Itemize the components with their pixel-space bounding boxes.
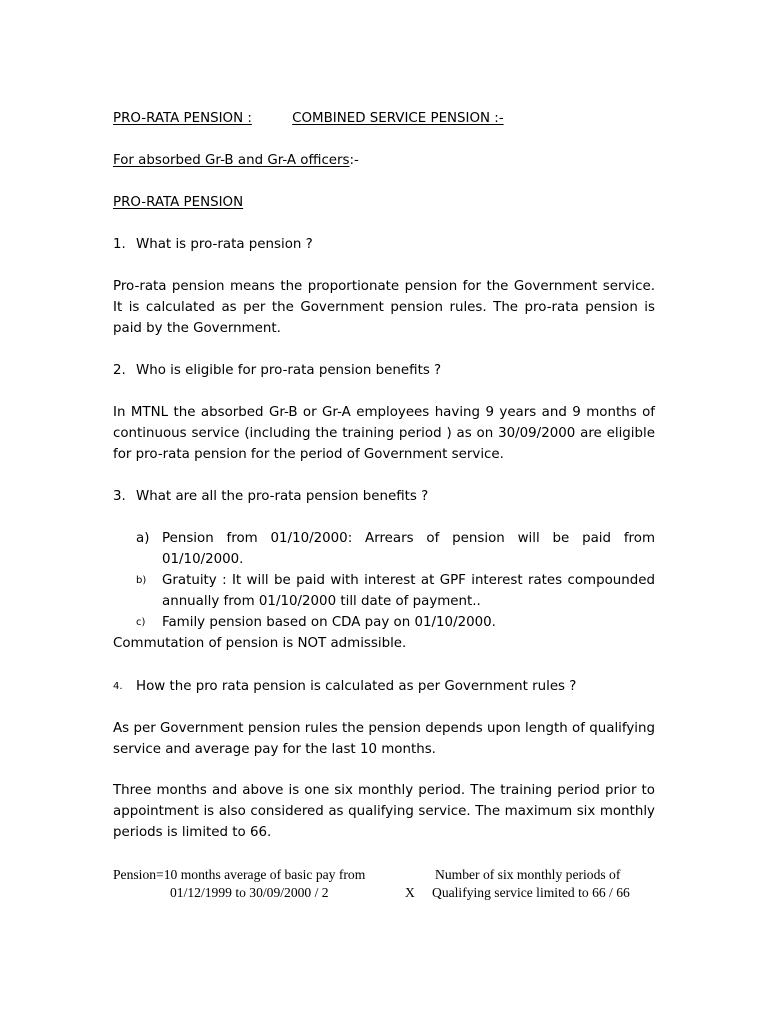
header-combined-service: COMBINED SERVICE PENSION :- xyxy=(292,111,504,126)
paragraph-4: As per Government pension rules the pension depends upon length of qualifying service and average pay for the last 10 months. xyxy=(113,721,655,757)
header-line xyxy=(113,108,504,129)
formula-left-line2: 01/12/1999 to 30/09/2000 / 2 xyxy=(170,885,329,900)
absorbed-officers-suffix: :- xyxy=(349,153,359,168)
absorbed-officers-text: For absorbed Gr-B and Gr-A officers xyxy=(113,153,350,168)
question-4-number: 4. xyxy=(113,681,123,692)
paragraph-1: Pro-rata pension means the proportionate pension for the Government service. It is calculated as per the Government pension rules. The pro-rata pension is paid by the Government. xyxy=(113,279,655,336)
header-pro-rata: PRO-RATA PENSION : xyxy=(113,111,252,126)
question-1-number: 1. xyxy=(113,237,126,252)
absorbed-officers-heading xyxy=(113,150,359,171)
benefit-b-marker: b) xyxy=(136,575,147,586)
formula-right-line1: Number of six monthly periods of xyxy=(435,867,621,882)
benefit-b-text: Gratuity : It will be paid with interest at GPF interest rates compounded annually from 01/10/2000 till date of payment.. xyxy=(162,573,655,609)
benefit-a-marker: a) xyxy=(136,531,150,546)
benefit-c-marker: c) xyxy=(136,617,146,628)
paragraph-2: In MTNL the absorbed Gr-B or Gr-A employees having 9 years and 9 months of continuous service (including the training period ) as on 30/09/2000 are eligible for pro-rata pension for the period of Government service. xyxy=(113,405,655,462)
question-4-text: How the pro rata pension is calculated as per Government rules ? xyxy=(136,679,577,694)
question-3-number: 3. xyxy=(113,489,126,504)
commutation-note: Commutation of pension is NOT admissible. xyxy=(113,636,407,651)
question-2-number: 2. xyxy=(113,363,126,378)
section-title: PRO-RATA PENSION xyxy=(113,195,244,210)
question-1-text: What is pro-rata pension ? xyxy=(136,237,313,252)
question-2-text: Who is eligible for pro-rata pension benefits ? xyxy=(136,363,442,378)
benefit-a-text: Pension from 01/10/2000: Arrears of pension will be paid from 01/10/2000. xyxy=(162,531,655,567)
benefit-c-text: Family pension based on CDA pay on 01/10/2000. xyxy=(162,615,496,630)
formula-left-line1: Pension=10 months average of basic pay from xyxy=(113,867,366,882)
question-3-text: What are all the pro-rata pension benefits ? xyxy=(136,489,429,504)
paragraph-5: Three months and above is one six monthly period. The training period prior to appointment is also considered as qualifying service. The maximum six monthly periods is limited to 66. xyxy=(113,783,655,840)
formula-multiply-operator: X xyxy=(405,885,415,900)
formula-right-line2: Qualifying service limited to 66 / 66 xyxy=(432,885,630,900)
